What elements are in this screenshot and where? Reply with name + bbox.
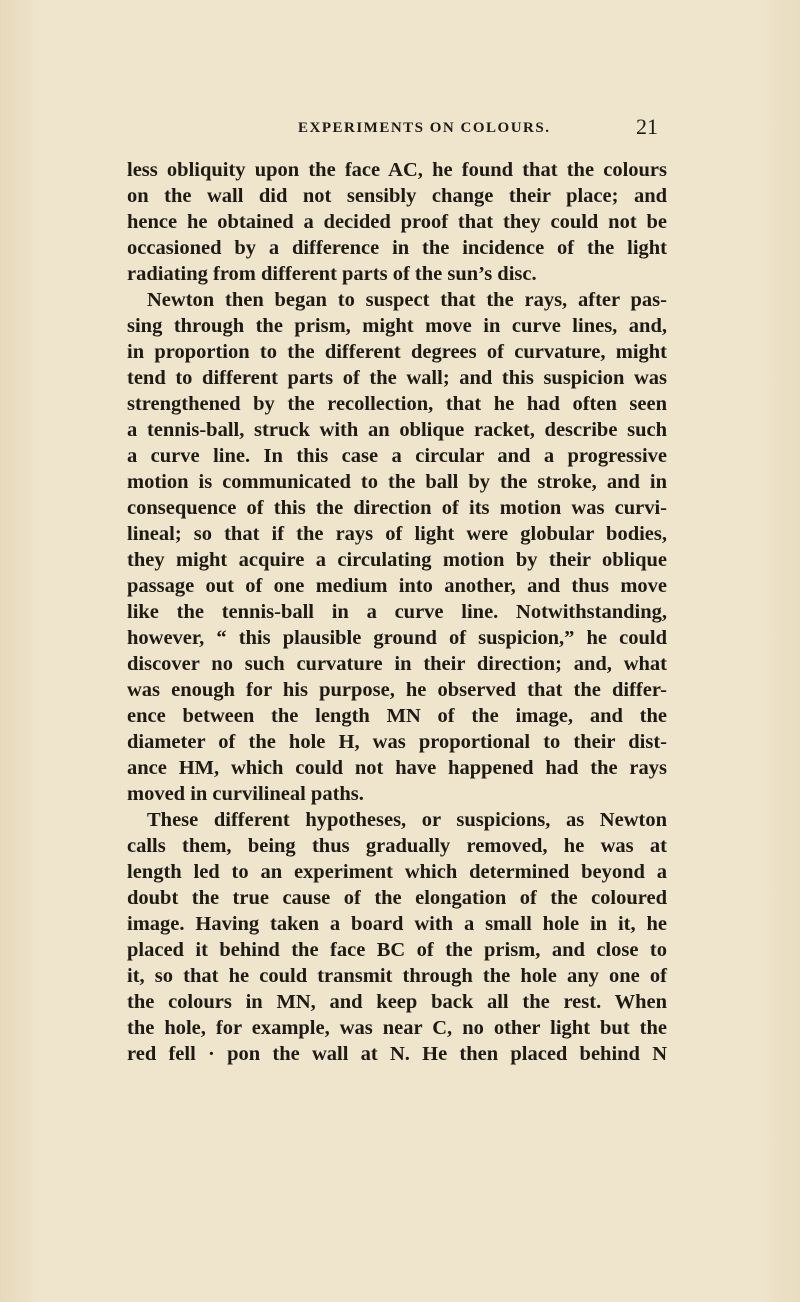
text-line: red fell · pon the wall at N. He then placed behind N [127, 1043, 667, 1065]
body-text [127, 157, 667, 1067]
text-line: consequence of this the direction of its motion was curvi- [127, 497, 667, 519]
text-line: radiating from different parts of the sun’s disc. [127, 263, 537, 285]
text-line: a tennis-ball, struck with an oblique racket, describe such [127, 419, 667, 441]
text-line: hence he obtained a decided proof that they could not be [127, 211, 667, 233]
text-line: the hole, for example, was near C, no other light but the [127, 1017, 667, 1039]
text-line: discover no such curvature in their direction; and, what [127, 653, 667, 675]
text-line: moved in curvilineal paths. [127, 783, 364, 805]
text-line: however, “ this plausible ground of suspicion,” he could [127, 627, 667, 649]
text-line: like the tennis-ball in a curve line. Notwithstanding, [127, 601, 667, 623]
text-line: occasioned by a difference in the incidence of the light [127, 237, 667, 259]
text-line: they might acquire a circulating motion by their oblique [127, 549, 667, 571]
text-line: ance HM, which could not have happened had the rays [127, 757, 667, 779]
text-line: Newton then began to suspect that the rays, after pas- [147, 289, 667, 311]
text-line: the colours in MN, and keep back all the rest. When [127, 991, 667, 1013]
text-line: on the wall did not sensibly change their place; and [127, 185, 667, 207]
text-line: tend to different parts of the wall; and this suspicion was [127, 367, 667, 389]
text-line: motion is communicated to the ball by the stroke, and in [127, 471, 667, 493]
text-line: These different hypotheses, or suspicions, as Newton [147, 809, 667, 831]
text-line: in proportion to the different degrees of curvature, might [127, 341, 667, 363]
text-line: sing through the prism, might move in curve lines, and, [127, 315, 667, 337]
text-line: image. Having taken a board with a small hole in it, he [127, 913, 667, 935]
text-line: less obliquity upon the face AC, he found that the colours [127, 159, 667, 181]
text-line: doubt the true cause of the elongation of the coloured [127, 887, 667, 909]
text-line: strengthened by the recollection, that he had often seen [127, 393, 667, 415]
text-line: length led to an experiment which determined beyond a [127, 861, 667, 883]
page-number: 21 [636, 114, 658, 139]
text-line: passage out of one medium into another, and thus move [127, 575, 667, 597]
text-line: ence between the length MN of the image, and the [127, 705, 667, 727]
text-line: lineal; so that if the rays of light were globular bodies, [127, 523, 667, 545]
text-line: it, so that he could transmit through the hole any one of [127, 965, 667, 987]
text-line: calls them, being thus gradually removed, he was at [127, 835, 667, 857]
text-line: placed it behind the face BC of the prism, and close to [127, 939, 667, 961]
page-header [0, 114, 800, 144]
text-line: diameter of the hole H, was proportional to their dist- [127, 731, 667, 753]
text-line: a curve line. In this case a circular and a progressive [127, 445, 667, 467]
running-title: EXPERIMENTS ON COLOURS. [298, 120, 551, 136]
text-line: was enough for his purpose, he observed that the differ- [127, 679, 667, 701]
